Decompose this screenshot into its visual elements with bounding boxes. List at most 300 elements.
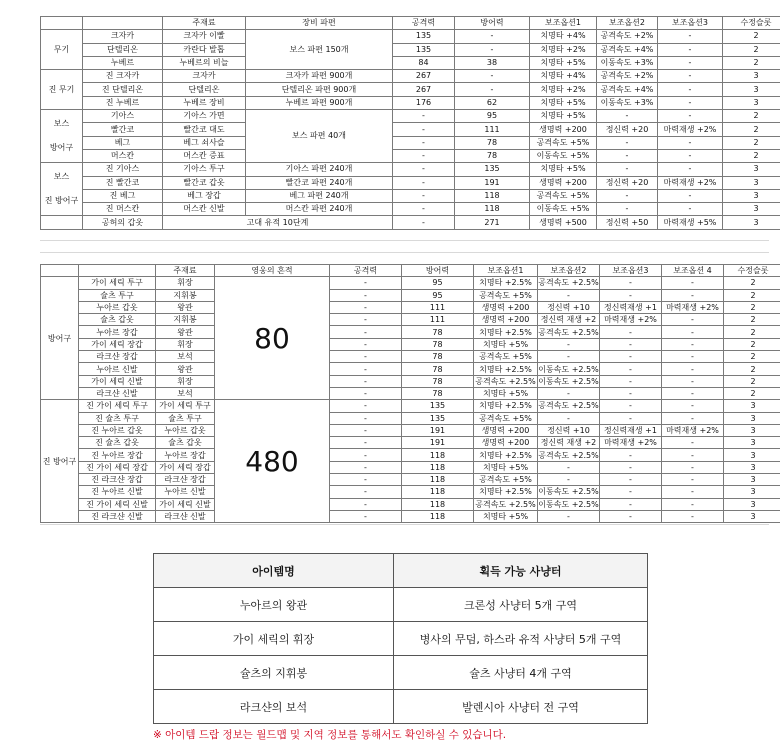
option4-cell: - [662, 387, 724, 399]
item-name-cell: 진 빨간코 [83, 176, 163, 189]
defense-cell: 111 [455, 123, 530, 136]
table-row [41, 363, 780, 375]
defense-cell: 111 [402, 301, 474, 313]
item-name-cell: 기아스 [83, 110, 163, 123]
slot-cell: 2 [724, 326, 780, 338]
table-row [41, 83, 780, 96]
option2-cell: 정신력 +10 [538, 424, 600, 436]
option2-cell: 정신력 +20 [597, 176, 658, 189]
slot-cell: 2 [723, 149, 780, 162]
item-name-cell: 누아르의 왕관 [154, 588, 394, 622]
option1-cell: 생명력 +200 [474, 301, 538, 313]
option3-cell: - [658, 43, 723, 56]
option4-cell: - [662, 338, 724, 350]
table-row [41, 136, 780, 149]
option2-cell: - [597, 136, 658, 149]
option2-cell: 이동속도 +2.5% [538, 499, 599, 509]
defense-cell: 118 [402, 474, 474, 486]
material-cell: 크자카 [163, 70, 246, 83]
material-cell: 슐츠 갑옷 [156, 437, 215, 449]
option2-cell: 정신력 +20 [597, 123, 658, 136]
slot-cell: 2 [724, 375, 780, 387]
item-name-cell: 베그 [83, 136, 163, 149]
slot-cell: 3 [723, 203, 780, 216]
material-cell: 라크샨 신발 [156, 510, 215, 522]
defense-cell: 95 [402, 289, 474, 301]
item-name-cell: 진 가이 세릭 투구 [79, 400, 156, 412]
attack-cell: - [330, 474, 402, 486]
defense-cell: - [455, 43, 530, 56]
column-header: 보조옵션2 [597, 17, 658, 30]
table-row [41, 277, 780, 289]
attack-cell: - [393, 203, 455, 216]
attack-cell: - [330, 449, 402, 461]
column-header: 보조옵션2 [538, 265, 600, 277]
slot-cell: 3 [723, 83, 780, 96]
option2-cell: 정신력 재생 +2 [538, 314, 600, 326]
attack-cell: - [330, 326, 402, 338]
table-row [41, 43, 780, 56]
option3-cell: - [600, 363, 662, 375]
slot-cell: 3 [724, 498, 780, 510]
slot-cell: 2 [723, 43, 780, 56]
table-row [41, 449, 780, 461]
defense-cell: - [455, 83, 530, 96]
attack-cell: - [330, 461, 402, 473]
option3-cell: - [600, 461, 662, 473]
slot-cell: 3 [724, 400, 780, 412]
option3-cell: - [600, 474, 662, 486]
item-name-cell: 진 누베르 [83, 96, 163, 109]
table-row [41, 400, 780, 412]
slot-cell: 3 [723, 96, 780, 109]
material-cell: 크자카 이빨 [163, 30, 246, 43]
attack-cell: - [330, 375, 402, 387]
item-name-cell: 진 머스칸 [83, 203, 163, 216]
column-header: 방어력 [455, 17, 530, 30]
material-cell: 빨간코 갑옷 [163, 176, 246, 189]
table-row [41, 30, 780, 43]
option3-cell: 정신력재생 +1 [600, 301, 662, 313]
material-cell: 보석 [156, 387, 215, 399]
attack-cell: 176 [393, 96, 455, 109]
option1-cell: 공격속도 +5% [474, 289, 538, 301]
option3-cell: - [658, 110, 723, 123]
option2-cell: - [538, 351, 600, 363]
table-row [41, 375, 780, 387]
sheet-gridline [40, 252, 769, 253]
option2-cell: - [538, 412, 600, 424]
option2-cell: - [597, 110, 658, 123]
option3-cell: - [658, 203, 723, 216]
attack-cell: - [330, 437, 402, 449]
option2-cell: - [538, 474, 600, 486]
column-header: 보조옵션3 [600, 265, 662, 277]
option2-cell: - [597, 189, 658, 202]
table-row [41, 123, 780, 136]
fragment-cell: 머스칸 파편 240개 [246, 203, 393, 216]
defense-cell: 118 [402, 449, 474, 461]
option4-cell: - [662, 412, 724, 424]
table-row [41, 326, 780, 338]
option1-cell: 치명타 +2.5% [474, 277, 538, 289]
defense-cell: 118 [455, 189, 530, 202]
armor-trace-table [40, 264, 780, 523]
option2-cell: 공격속도 +4% [597, 83, 658, 96]
table-header-row [41, 265, 780, 277]
option3-cell: 정신력재생 +1 [600, 424, 662, 436]
attack-cell: - [393, 216, 455, 229]
material-cell: 가이 세릭 장갑 [156, 461, 215, 473]
attack-cell: - [330, 351, 402, 363]
item-name-cell: 빨간코 [83, 123, 163, 136]
defense-cell: 271 [455, 216, 530, 229]
table-row [41, 437, 780, 449]
option4-cell: 마력재생 +2% [662, 424, 724, 436]
defense-cell: 118 [402, 461, 474, 473]
sheet-gridline [40, 240, 769, 241]
item-name-cell: 진 기아스 [83, 163, 163, 176]
option4-cell: - [662, 498, 724, 510]
attack-cell: 267 [393, 70, 455, 83]
option3-cell: - [658, 149, 723, 162]
defense-cell: 111 [402, 314, 474, 326]
attack-cell: - [330, 387, 402, 399]
attack-cell: - [330, 338, 402, 350]
slot-cell: 2 [724, 351, 780, 363]
table-row [41, 70, 780, 83]
attack-cell: - [330, 301, 402, 313]
slot-cell: 2 [724, 387, 780, 399]
column-header [41, 265, 79, 277]
table-header-row [154, 554, 648, 588]
option2-cell: - [538, 461, 600, 473]
slot-cell: 2 [724, 314, 780, 326]
hunting-ground-cell: 병사의 무덤, 하스라 유적 사냥터 5개 구역 [394, 622, 648, 656]
slot-cell: 2 [724, 289, 780, 301]
option3-cell: - [600, 510, 662, 522]
defense-cell: 191 [455, 176, 530, 189]
column-header: 공격력 [393, 17, 455, 30]
option2-cell: 공격속도 +4% [597, 43, 658, 56]
option3-cell: - [658, 56, 723, 69]
drop-info-note: ※ 아이템 드랍 정보는 월드맵 및 지역 정보를 통해서도 확인하실 수 있습니다. [153, 729, 507, 741]
material-cell: 고대 유적 10단계 [163, 216, 393, 229]
option1-cell: 생명력 +200 [474, 424, 538, 436]
option4-cell: - [662, 375, 724, 387]
material-cell: 휘장 [156, 338, 215, 350]
option1-cell: 치명타 +5% [530, 56, 597, 69]
column-header: 공격력 [330, 265, 402, 277]
option1-cell: 치명타 +2% [530, 43, 597, 56]
column-header: 보조옵션1 [530, 17, 597, 30]
option1-cell: 공격속도 +5% [474, 412, 538, 424]
option4-cell: - [662, 449, 724, 461]
table-row [41, 474, 780, 486]
material-cell: 베그 쇠사슬 [163, 136, 246, 149]
option3-cell: - [658, 83, 723, 96]
option2-cell: - [597, 149, 658, 162]
option4-cell: 마력재생 +2% [662, 301, 724, 313]
attack-cell: - [393, 123, 455, 136]
table-row [41, 149, 780, 162]
option2-cell: - [538, 510, 600, 522]
defense-cell: 78 [402, 326, 474, 338]
item-name-cell: 진 가이 세릭 장갑 [79, 461, 156, 473]
attack-cell: - [330, 424, 402, 436]
material-cell: 기아스 가면 [163, 110, 246, 123]
option2-cell: - [597, 203, 658, 216]
column-header: 주재료 [156, 265, 215, 277]
option4-cell: - [662, 289, 724, 301]
option4-cell: - [662, 326, 724, 338]
option3-cell: - [600, 387, 662, 399]
option3-cell: - [600, 326, 662, 338]
option2-cell: 이동속도 +2.5% [538, 487, 599, 497]
option1-cell: 치명타 +5% [474, 461, 538, 473]
slot-cell: 2 [724, 301, 780, 313]
option3-cell: 마력재생 +2% [658, 123, 723, 136]
fragment-cell: 기아스 파편 240개 [246, 163, 393, 176]
item-name-cell: 누아르 신발 [79, 363, 156, 375]
attack-cell: - [330, 412, 402, 424]
slot-cell: 2 [724, 277, 780, 289]
defense-cell: 118 [455, 203, 530, 216]
material-cell: 누아르 장갑 [156, 449, 215, 461]
material-cell: 슐츠 투구 [156, 412, 215, 424]
slot-cell: 3 [724, 461, 780, 473]
option1-cell: 생명력 +200 [474, 314, 538, 326]
item-name-cell: 단텔리온 [83, 43, 163, 56]
option1-cell: 이동속도 +5% [530, 149, 597, 162]
option2-cell: 공격속도 +2% [597, 70, 658, 83]
option1-cell: 치명타 +4% [530, 70, 597, 83]
option1-cell: 공격속도 +2.5% [475, 376, 536, 386]
option1-cell: 공격속도 +2.5% [475, 499, 536, 509]
table-row [41, 110, 780, 123]
slot-cell: 3 [724, 424, 780, 436]
fragment-cell: 누베르 파편 900개 [246, 96, 393, 109]
slot-cell: 2 [723, 110, 780, 123]
option2-cell: 공격속도 +2% [597, 30, 658, 43]
option2-cell: 공격속도 +2.5% [538, 450, 599, 460]
slot-cell: 3 [724, 449, 780, 461]
option1-cell: 공격속도 +5% [530, 136, 597, 149]
option4-cell: - [662, 400, 724, 412]
material-cell: 누베르의 비늘 [163, 56, 246, 69]
table-row [41, 176, 780, 189]
hunting-ground-cell: 슐츠 사냥터 4개 구역 [394, 656, 648, 690]
item-name-cell: 가이 세릭 장갑 [79, 338, 156, 350]
table-row [41, 510, 780, 522]
item-name-cell: 크자카 [83, 30, 163, 43]
option1-cell: 공격속도 +5% [474, 351, 538, 363]
slot-cell: 2 [723, 56, 780, 69]
defense-cell: 135 [455, 163, 530, 176]
option2-cell: - [538, 289, 600, 301]
slot-cell: 3 [723, 189, 780, 202]
defense-cell: 118 [402, 510, 474, 522]
attack-cell: 84 [393, 56, 455, 69]
option1-cell: 치명타 +2.5% [474, 326, 538, 338]
material-cell: 기아스 투구 [163, 163, 246, 176]
slot-cell: 3 [724, 510, 780, 522]
item-name-cell: 슐츠 갑옷 [79, 314, 156, 326]
item-name-cell: 머스칸 [83, 149, 163, 162]
attack-cell: - [330, 289, 402, 301]
item-name-cell: 진 누아르 신발 [79, 486, 156, 498]
option4-cell: - [662, 314, 724, 326]
option2-cell: 정신력 +10 [538, 301, 600, 313]
option3-cell: - [600, 412, 662, 424]
option3-cell: - [600, 351, 662, 363]
material-cell: 가이 세릭 신발 [156, 498, 215, 510]
option3-cell: - [600, 486, 662, 498]
attack-cell: - [393, 189, 455, 202]
slot-cell: 3 [723, 216, 780, 229]
option3-cell: 마력재생 +5% [658, 216, 723, 229]
table-row [41, 189, 780, 202]
defense-cell: 135 [402, 400, 474, 412]
item-name-cell: 공허의 갑옷 [83, 216, 163, 229]
material-cell: 왕관 [156, 363, 215, 375]
weapon-armor-table [40, 16, 780, 230]
attack-cell: - [330, 363, 402, 375]
category-cell: 보스 방어구 [41, 110, 83, 163]
table-row [41, 424, 780, 436]
option1-cell: 치명타 +5% [530, 163, 597, 176]
category-cell: 보스 진 방어구 [41, 163, 83, 216]
option4-cell: - [662, 277, 724, 289]
option3-cell: - [600, 449, 662, 461]
table-row [154, 690, 648, 724]
attack-cell: 135 [393, 43, 455, 56]
slot-cell: 3 [723, 70, 780, 83]
option1-cell: 치명타 +2.5% [474, 363, 538, 375]
table-row [41, 216, 780, 229]
slot-cell: 2 [723, 136, 780, 149]
fragment-cell: 보스 파편 150개 [246, 30, 393, 70]
option1-cell: 치명타 +5% [474, 338, 538, 350]
attack-cell: - [330, 277, 402, 289]
option3-cell: - [658, 136, 723, 149]
column-header: 장비 파편 [246, 17, 393, 30]
table-row [41, 56, 780, 69]
defense-cell: 78 [402, 363, 474, 375]
option2-cell: 공격속도 +2.5% [538, 327, 599, 337]
material-cell: 머스칸 증표 [163, 149, 246, 162]
option2-cell: - [538, 387, 600, 399]
material-cell: 왕관 [156, 301, 215, 313]
option3-cell: 마력재생 +2% [600, 437, 662, 449]
column-header [79, 265, 156, 277]
table-row [41, 387, 780, 399]
material-cell: 머스칸 신발 [163, 203, 246, 216]
fragment-cell: 크자카 파편 900개 [246, 70, 393, 83]
attack-cell: - [330, 486, 402, 498]
drop-location-table [153, 553, 648, 724]
option4-cell: - [662, 437, 724, 449]
slot-cell: 2 [723, 30, 780, 43]
defense-cell: 95 [402, 277, 474, 289]
item-name-cell: 누베르 [83, 56, 163, 69]
category-cell: 진 방어구 [41, 400, 79, 523]
category-cell: 무기 [41, 30, 83, 70]
category-cell: 진 무기 [41, 70, 83, 110]
column-header: 수정슬롯 [724, 265, 780, 277]
attack-cell: - [393, 163, 455, 176]
fragment-cell: 보스 파편 40개 [246, 110, 393, 163]
slot-cell: 2 [724, 363, 780, 375]
column-header: 수정슬롯 [723, 17, 780, 30]
material-cell: 휘장 [156, 375, 215, 387]
defense-cell: 38 [455, 56, 530, 69]
option2-cell: 공격속도 +2.5% [538, 278, 599, 288]
item-name-cell: 누아르 갑옷 [79, 301, 156, 313]
option4-cell: - [662, 363, 724, 375]
item-name-cell: 라크샨의 보석 [154, 690, 394, 724]
item-name-cell: 라크샨 신발 [79, 387, 156, 399]
option1-cell: 치명타 +2.5% [474, 486, 538, 498]
option3-cell: - [600, 498, 662, 510]
fragment-cell: 단텔리온 파편 900개 [246, 83, 393, 96]
attack-cell: - [330, 314, 402, 326]
hunting-ground-cell: 발렌시아 사냥터 전 구역 [394, 690, 648, 724]
slot-cell: 3 [723, 176, 780, 189]
hunting-ground-cell: 크론성 사냥터 5개 구역 [394, 588, 648, 622]
table-row [41, 163, 780, 176]
hero-trace-cell: 480 [215, 400, 330, 523]
slot-cell: 3 [724, 412, 780, 424]
item-name-cell: 진 라크샨 장갑 [79, 474, 156, 486]
option4-cell: - [662, 461, 724, 473]
table-row [41, 314, 780, 326]
attack-cell: - [330, 510, 402, 522]
item-name-cell: 진 가이 세릭 신발 [79, 498, 156, 510]
table-header-row [41, 17, 780, 30]
option2-cell: 정신력 +50 [597, 216, 658, 229]
option3-cell: - [658, 30, 723, 43]
option1-cell: 생명력 +200 [530, 176, 597, 189]
item-name-cell: 라크샨 장갑 [79, 351, 156, 363]
item-name-cell: 진 슐츠 투구 [79, 412, 156, 424]
defense-cell: 78 [455, 149, 530, 162]
hero-trace-cell: 80 [215, 277, 330, 400]
option3-cell: - [600, 277, 662, 289]
material-cell: 왕관 [156, 326, 215, 338]
slot-cell: 3 [724, 474, 780, 486]
item-name-cell: 진 누아르 장갑 [79, 449, 156, 461]
option2-cell: 정신력 재생 +2 [538, 437, 600, 449]
option4-cell: - [662, 510, 724, 522]
option1-cell: 치명타 +5% [474, 510, 538, 522]
option2-cell: 이동속도 +2.5% [538, 364, 599, 374]
defense-cell: 95 [455, 110, 530, 123]
item-name-cell: 가이 세릭의 휘장 [154, 622, 394, 656]
column-header: 주재료 [163, 17, 246, 30]
hunting-ground-header: 획득 가능 사냥터 [394, 554, 648, 588]
slot-cell: 3 [724, 486, 780, 498]
option3-cell: - [658, 189, 723, 202]
item-name-cell: 진 슐츠 갑옷 [79, 437, 156, 449]
item-name-cell: 진 베그 [83, 189, 163, 202]
option4-cell: - [662, 351, 724, 363]
column-header: 영웅의 흔적 [215, 265, 330, 277]
material-cell: 지휘봉 [156, 289, 215, 301]
table-row [41, 351, 780, 363]
attack-cell: - [330, 400, 402, 412]
defense-cell: 78 [402, 375, 474, 387]
